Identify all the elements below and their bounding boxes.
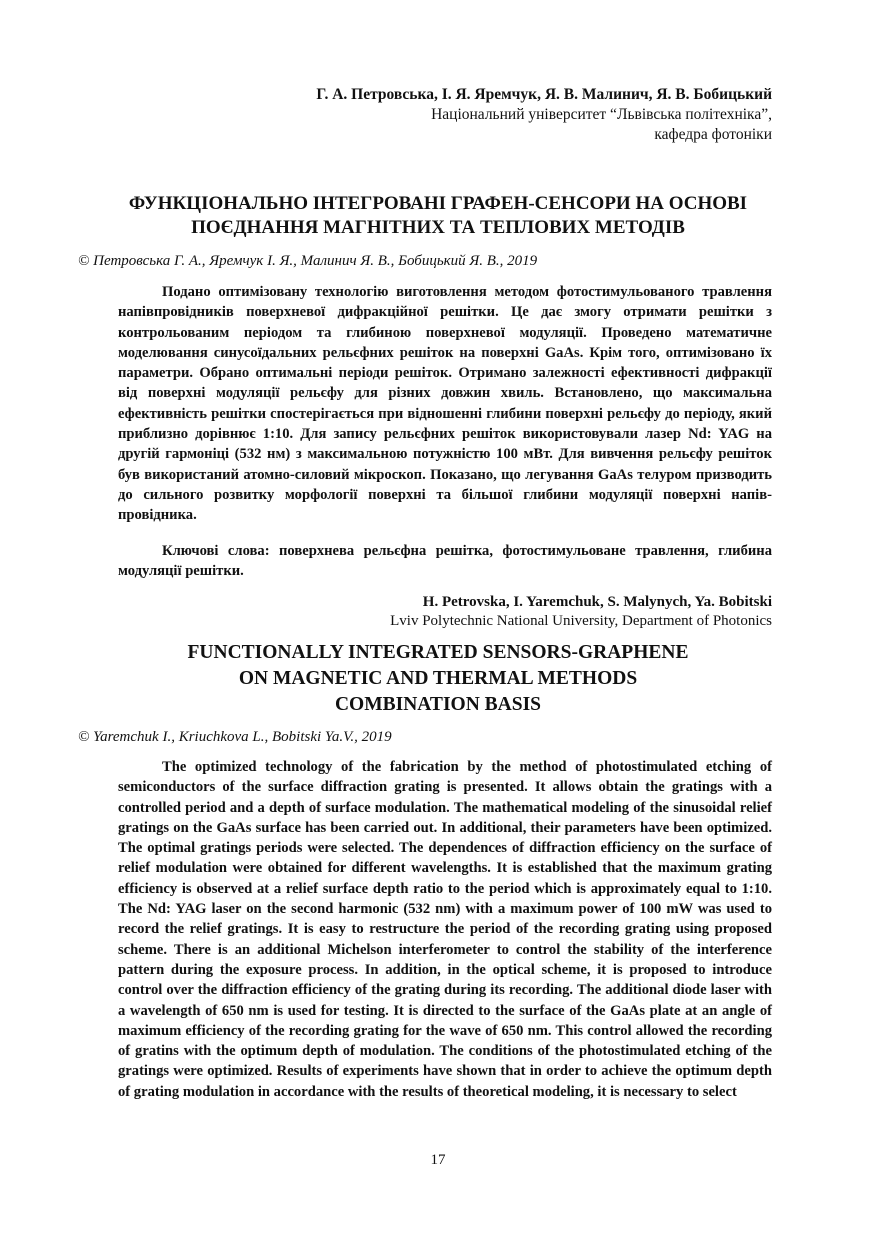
ua-abstract: Подано оптимізовану технологію виготовлення методом фотостимульованого травлення напівпровідників поверхневої дифракційної решітки. Це дає змогу отримати решітки з контрольованим періодом та глибиною поверхневої модуляції. Проведено математичне моделювання синусоїдальних рельєфних решіток на поверхні GaAs. Крім того, оптимізовано їх параметри. Обрано оптимальні періоди решіток. Отримано залежності ефективності дифракції від поверхні модуляції рельєфу для різних довжин хвиль. Встановлено, що максимальна ефективність решітки спостерігається при відношенні глибини поверхні рельєфу до періоду, який приблизно дорівнює 1:10. Для запису рельєфних решіток використовували лазер Nd: YAG на другій гармоніці (532 нм) з максимальною потужністю 100 мВт. Для вивчення рельєфу решіток був використаний атомно-силовий мікроскоп. Показано, що легування GaAs телуром призводить до сильного розвитку морфології поверхні та більшої глибини модуляції поверхні напівпровідника.	[118, 284, 772, 524]
ua-title	[60, 192, 816, 240]
page-number: 17	[430, 1152, 446, 1168]
en-title-line1: FUNCTIONALLY INTEGRATED SENSORS-GRAPHENE	[187, 642, 689, 663]
ua-title-line1: ФУНКЦІОНАЛЬНО ІНТЕГРОВАНІ ГРАФЕН-СЕНСОРИ НА ОСНОВІ	[128, 193, 748, 214]
en-copyright: © Yaremchuk I., Kriuchkova L., Bobitski Ya.V., 2019	[78, 729, 392, 745]
ua-affiliation-line1: Національний університет “Львівська політехніка”,	[431, 106, 772, 123]
ua-copyright: © Петровська Г. А., Яремчук І. Я., Малинич Я. В., Бобицький Я. В., 2019	[78, 253, 538, 269]
en-title-line3: COMBINATION BASIS	[334, 694, 542, 715]
ua-title-line2: ПОЄДНАННЯ МАГНІТНИХ ТА ТЕПЛОВИХ МЕТОДІВ	[191, 217, 685, 238]
ua-keywords: Ключові слова: поверхнева рельєфна решітка, фотостимульоване травлення, глибина модуляції решітки.	[118, 543, 772, 580]
en-abstract: The optimized technology of the fabrication by the method of photostimulated etching of semiconductors of the surface diffraction grating is presented. It allows obtain the gratings with a controlled period and a depth of surface modulation. The mathematical modeling of the sinusoidal relief gratings on the GaAs surface has been carried out. In additional, their parameters have been optimized. The optimal gratings periods were selected. The dependences of diffraction efficiency on the surface of relief modulation were obtained for different wavelengths. It is established that the maximum grating efficiency is observed at a relief surface depth ratio to the period which is approximately equal to 1:10. The Nd: YAG laser on the second harmonic (532 nm) with a maximum power of 100 mW was used to record the relief gratings. It is easy to restructure the period of the recording grating using proposed scheme. There is an additional Michelson interferometer to control the stability of the interference pattern during the exposure process. In addition, in the optical scheme, it is proposed to introduce control over the diffraction efficiency of the grating during its recording. The additional diode laser with a wavelength of 650 nm is used for testing. It is directed to the surface of the GaAs plate at an angle of maximum efficiency of the recording grating for the wave of 650 nm. This control allowed the recording of gratins with the optimum depth of modulation. The conditions of the photostimulated etching of the gratings were optimized. Results of experiments have shown that in order to achieve the optimum depth of grating modulation in accordance with the results of theoretical modeling, it is necessary to select	[118, 759, 772, 1100]
en-title-line2: ON MAGNETIC AND THERMAL METHODS	[238, 668, 638, 689]
en-affiliation: Lviv Polytechnic National University, Department of Photonics	[390, 613, 772, 629]
ua-affiliation-line2: кафедра фотоніки	[654, 126, 772, 143]
en-authors: H. Petrovska, I. Yaremchuk, S. Malynych, Ya. Bobitski	[422, 594, 772, 610]
ua-authors: Г. А. Петровська, І. Я. Яремчук, Я. В. Малинич, Я. В. Бобицький	[316, 86, 772, 103]
ua-affiliation	[431, 105, 772, 145]
en-title	[60, 640, 816, 718]
